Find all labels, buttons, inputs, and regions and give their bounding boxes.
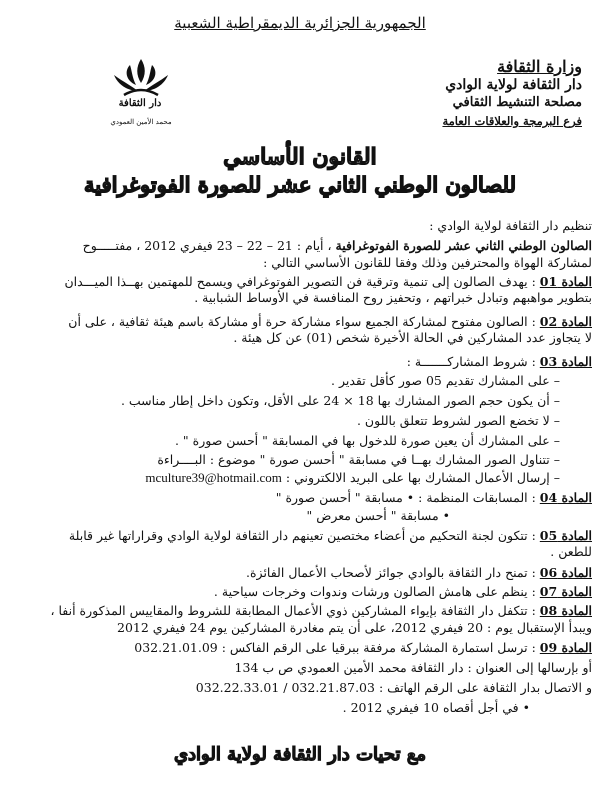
document-subtitle: للصالون الوطني الثاني عشر للصورة الفوتوغرافية	[84, 172, 516, 197]
condition-item: – إرسال الأعمال المشارك بها على البريد الالكتروني : mculture39@hotmail.com	[145, 470, 560, 485]
culture-house-logo-icon	[100, 55, 182, 125]
article-05-label: المادة 05	[539, 528, 592, 543]
article-06: المادة 06 : تمنح دار الثقافة بالوادي جوائز لأصحاب الأعمال الفائزة.	[246, 565, 592, 580]
article-01-line-1: المادة 01 : يهدف الصالون إلى تنمية وترقية فن التصوير الفوتوغرافي ويسمح للمهتمين بهــذا الميـــدان	[64, 274, 592, 289]
logo-text: دار الثقافة	[118, 98, 162, 109]
article-09-line-2: أو بإرسالها إلى العنوان : دار الثقافة محمد الأمين العمودي ص ب 134	[234, 660, 592, 675]
article-04-label: المادة 04	[539, 490, 592, 505]
article-04-item-2: • مسابقة " أحسن معرض "	[306, 508, 450, 523]
intro-line-2	[83, 238, 592, 253]
article-01-label: المادة 01	[539, 274, 592, 289]
logo-caption: محمد الأمين العمودي	[110, 118, 172, 126]
article-01-line-2: بتطوير مواهبهم وتبادل خبراتهم ، وتحفيز روح المنافسة في الأوساط الشبابية .	[194, 290, 592, 305]
ministry-name: وزارة الثقافة	[497, 57, 582, 76]
house-name: دار الثقافة لولاية الوادي	[445, 77, 582, 93]
article-05-line-1: المادة 05 : تتكون لجنة التحكيم من أعضاء مختصين تعينهم دار الثقافة لولاية الوادي وقراراتها غير قابلة	[68, 528, 592, 543]
service-name: مصلحة التنشيط الثقافي	[452, 95, 582, 110]
republic-header: الجمهورية الجزائرية الديمقراطية الشعبية	[174, 14, 426, 32]
article-09-line-3: و الاتصال بدار الثقافة على الرقم الهاتف : 032.21.87.03 / 032.22.33.01	[195, 680, 592, 695]
article-03-label: المادة 03	[539, 354, 592, 369]
article-06-label: المادة 06	[539, 565, 592, 580]
salon-dates: ، أيام : 21 – 22 – 23 فيفري 2012 ، مفتـــــوح	[82, 238, 332, 253]
article-07-label: المادة 07	[539, 584, 592, 599]
condition-item: – على المشارك تقديم 05 صور كأقل تقدير .	[331, 373, 560, 388]
article-02-line-1: المادة 02 : الصالون مفتوح لمشاركة الجميع سواء مشاركة حرة أو مشاركة باسم هيئة ثقافية ، على أن	[68, 314, 592, 329]
closing-greeting: مع تحيات دار الثقافة لولاية الوادي	[173, 744, 427, 765]
article-05-line-2: للطعن .	[550, 544, 592, 559]
article-08-line-1: المادة 08 : تتكفل دار الثقافة بإيواء المشاركين ذوي الأعمال المطابقة للشروط والمقاييس المذكورة أنفا ،	[50, 603, 592, 618]
condition-item: – أن يكون حجم الصور المشارك بها 18 × 24 على الأقل، وتكون داخل إطار مناسب .	[120, 393, 560, 408]
branch-name: فرع البرمجة والعلاقات العامة	[442, 114, 582, 128]
condition-item: – على المشارك أن يعين صورة للدخول بها في المسابقة " أحسن صورة " .	[174, 433, 560, 448]
article-02-line-2: لا يتجاوز عدد المشاركين في الحالة الأخيرة شخص (01) عن كل هيئة .	[233, 330, 592, 345]
article-09-line-4: • في أجل أقصاه 10 فيفري 2012 .	[342, 700, 530, 715]
article-04-line-1: المادة 04 : المسابقات المنظمة : • مسابقة " أحسن صورة "	[275, 490, 592, 505]
article-09-line-1: المادة 09 : ترسل استمارة المشاركة مرفقة ببرقيا على الرقم الفاكس : 032.21.01.09	[134, 640, 592, 655]
article-09-label: المادة 09	[539, 640, 592, 655]
condition-item: – تتناول الصور المشارك بهــا في مسابقة " أحسن صورة " موضوع : البــــراءة	[157, 452, 560, 467]
contact-email[interactable]: mculture39@hotmail.com	[145, 470, 282, 485]
intro-line-1: تنظيم دار الثقافة لولاية الوادي :	[429, 218, 592, 233]
article-08-label: المادة 08	[539, 603, 592, 618]
condition-item: – لا تخضع الصور لشروط تتعلق باللون .	[356, 413, 560, 428]
organization-header	[442, 58, 582, 130]
salon-name: الصالون الوطني الثاني عشر للصورة الفوتوغرافية	[335, 238, 592, 253]
article-07: المادة 07 : ينظم على هامش الصالون ورشات وندوات وخرجات سياحية .	[213, 584, 592, 599]
intro-line-3: لمشاركة الهواة والمحترفين وذلك وفقا للقانون الأساسي التالي :	[263, 255, 592, 270]
article-08-line-2: ويبدأ الإستقبال يوم : 20 فيفري 2012، على أن يتم مغادرة المشاركين يوم 24 فيفري 2012	[117, 620, 592, 635]
document-title: القانون الأساسي	[223, 144, 377, 170]
article-03-line-1: المادة 03 : شروط المشاركـــــــة :	[406, 354, 592, 369]
article-02-label: المادة 02	[539, 314, 592, 329]
